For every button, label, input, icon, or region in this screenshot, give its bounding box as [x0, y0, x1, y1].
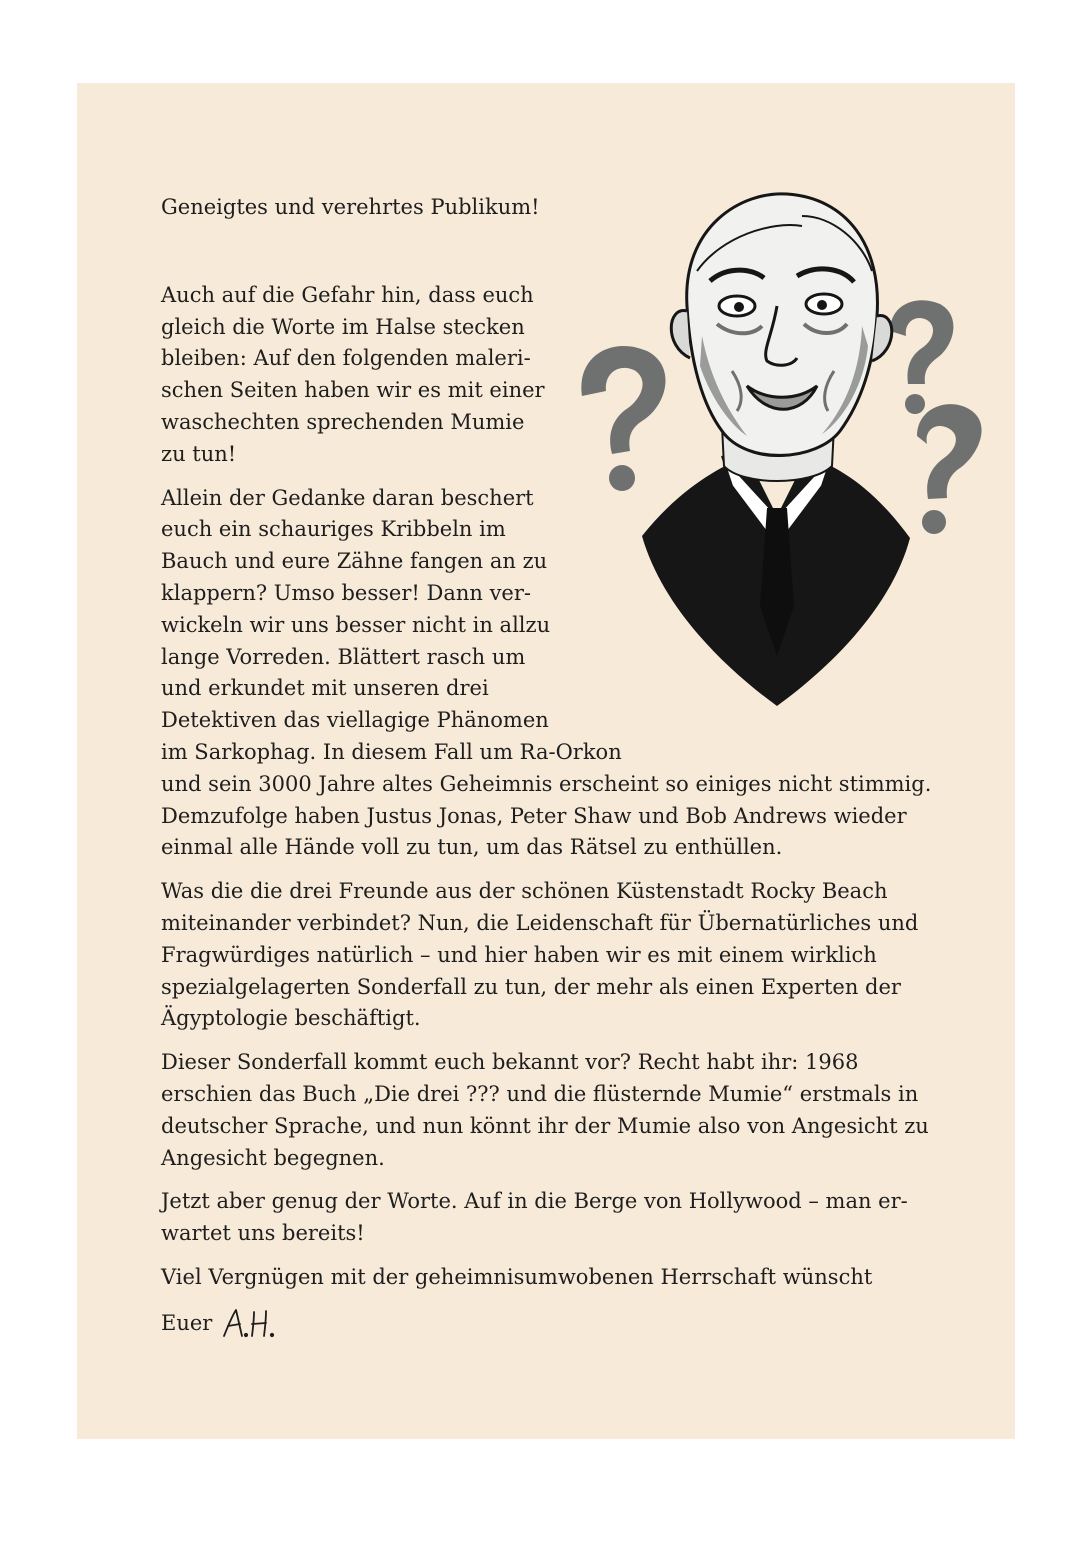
text-line: gleich die Worte im Halse stecken — [161, 314, 525, 339]
text-line: deutscher Sprache, und nun könnt ihr der Mumie also von Angesicht zu — [161, 1113, 929, 1138]
text-line: Demzufolge haben Justus Jonas, Peter Shaw und Bob Andrews wieder — [161, 803, 907, 828]
paragraph-1 — [161, 280, 961, 471]
paragraph-2 — [161, 483, 961, 865]
text-line: im Sarkophag. In diesem Fall um Ra-Orkon — [161, 739, 622, 764]
text-line: Fragwürdiges natürlich – und hier haben wir es mit einem wirklich — [161, 942, 877, 967]
signature-icon — [222, 1306, 286, 1342]
text-line: lange Vorreden. Blättert rasch um — [161, 644, 526, 669]
text-line: Bauch und eure Zähne fangen an zu — [161, 549, 548, 574]
text-line: Was die die drei Freunde aus der schönen Küstenstadt Rocky Beach — [161, 879, 888, 904]
paragraph-3 — [161, 876, 961, 1035]
text-line: Ägyptologie beschäftigt. — [161, 1006, 421, 1031]
text-line: spezialgelagerten Sonderfall zu tun, der mehr als einen Experten der — [161, 974, 901, 999]
text-line: Jetzt aber genug der Worte. Auf in die Berge von Hollywood – man er- — [161, 1189, 908, 1214]
closing-line — [161, 1306, 961, 1342]
text-line: euch ein schauriges Kribbeln im — [161, 517, 506, 542]
text-line: Auch auf die Gefahr hin, dass euch — [161, 282, 534, 307]
text-line: bleiben: Auf den folgenden maleri- — [161, 346, 531, 371]
text-line: und erkundet mit unseren drei — [161, 676, 489, 701]
text-line: Allein der Gedanke daran beschert — [161, 485, 534, 510]
paragraph-5 — [161, 1186, 961, 1250]
paragraph-6 — [161, 1262, 961, 1294]
greeting: Geneigtes und verehrtes Publikum! — [161, 195, 540, 219]
text-line: miteinander verbindet? Nun, die Leidenschaft für Übernatürliches und — [161, 910, 919, 935]
text-line: und sein 3000 Jahre altes Geheimnis erscheint so einiges nicht stimmig. — [161, 771, 932, 796]
text-line: Viel Vergnügen mit der geheimnisumwobenen Herrschaft wünscht — [161, 1264, 873, 1289]
letter-body — [161, 192, 961, 1342]
text-line: wartet uns bereits! — [161, 1221, 365, 1246]
text-line: wickeln wir uns besser nicht in allzu — [161, 612, 551, 637]
text-line: zu tun! — [161, 441, 237, 466]
text-line: Detektiven das viellagige Phänomen — [161, 708, 549, 733]
text-line: klappern? Umso besser! Dann ver- — [161, 580, 531, 605]
text-line: waschechten sprechenden Mumie — [161, 409, 525, 434]
paragraph-4 — [161, 1047, 961, 1174]
text-line: schen Seiten haben wir es mit einer — [161, 378, 545, 403]
text-line: Angesicht begegnen. — [161, 1145, 385, 1170]
text-line: Dieser Sonderfall kommt euch bekannt vor? Recht habt ihr: 1968 — [161, 1050, 859, 1075]
text-line: erschien das Buch „Die drei ??? und die flüsternde Mumie“ erstmals in — [161, 1081, 919, 1106]
text-line: einmal alle Hände voll zu tun, um das Rätsel zu enthüllen. — [161, 835, 783, 860]
closing: Euer — [161, 1310, 213, 1335]
